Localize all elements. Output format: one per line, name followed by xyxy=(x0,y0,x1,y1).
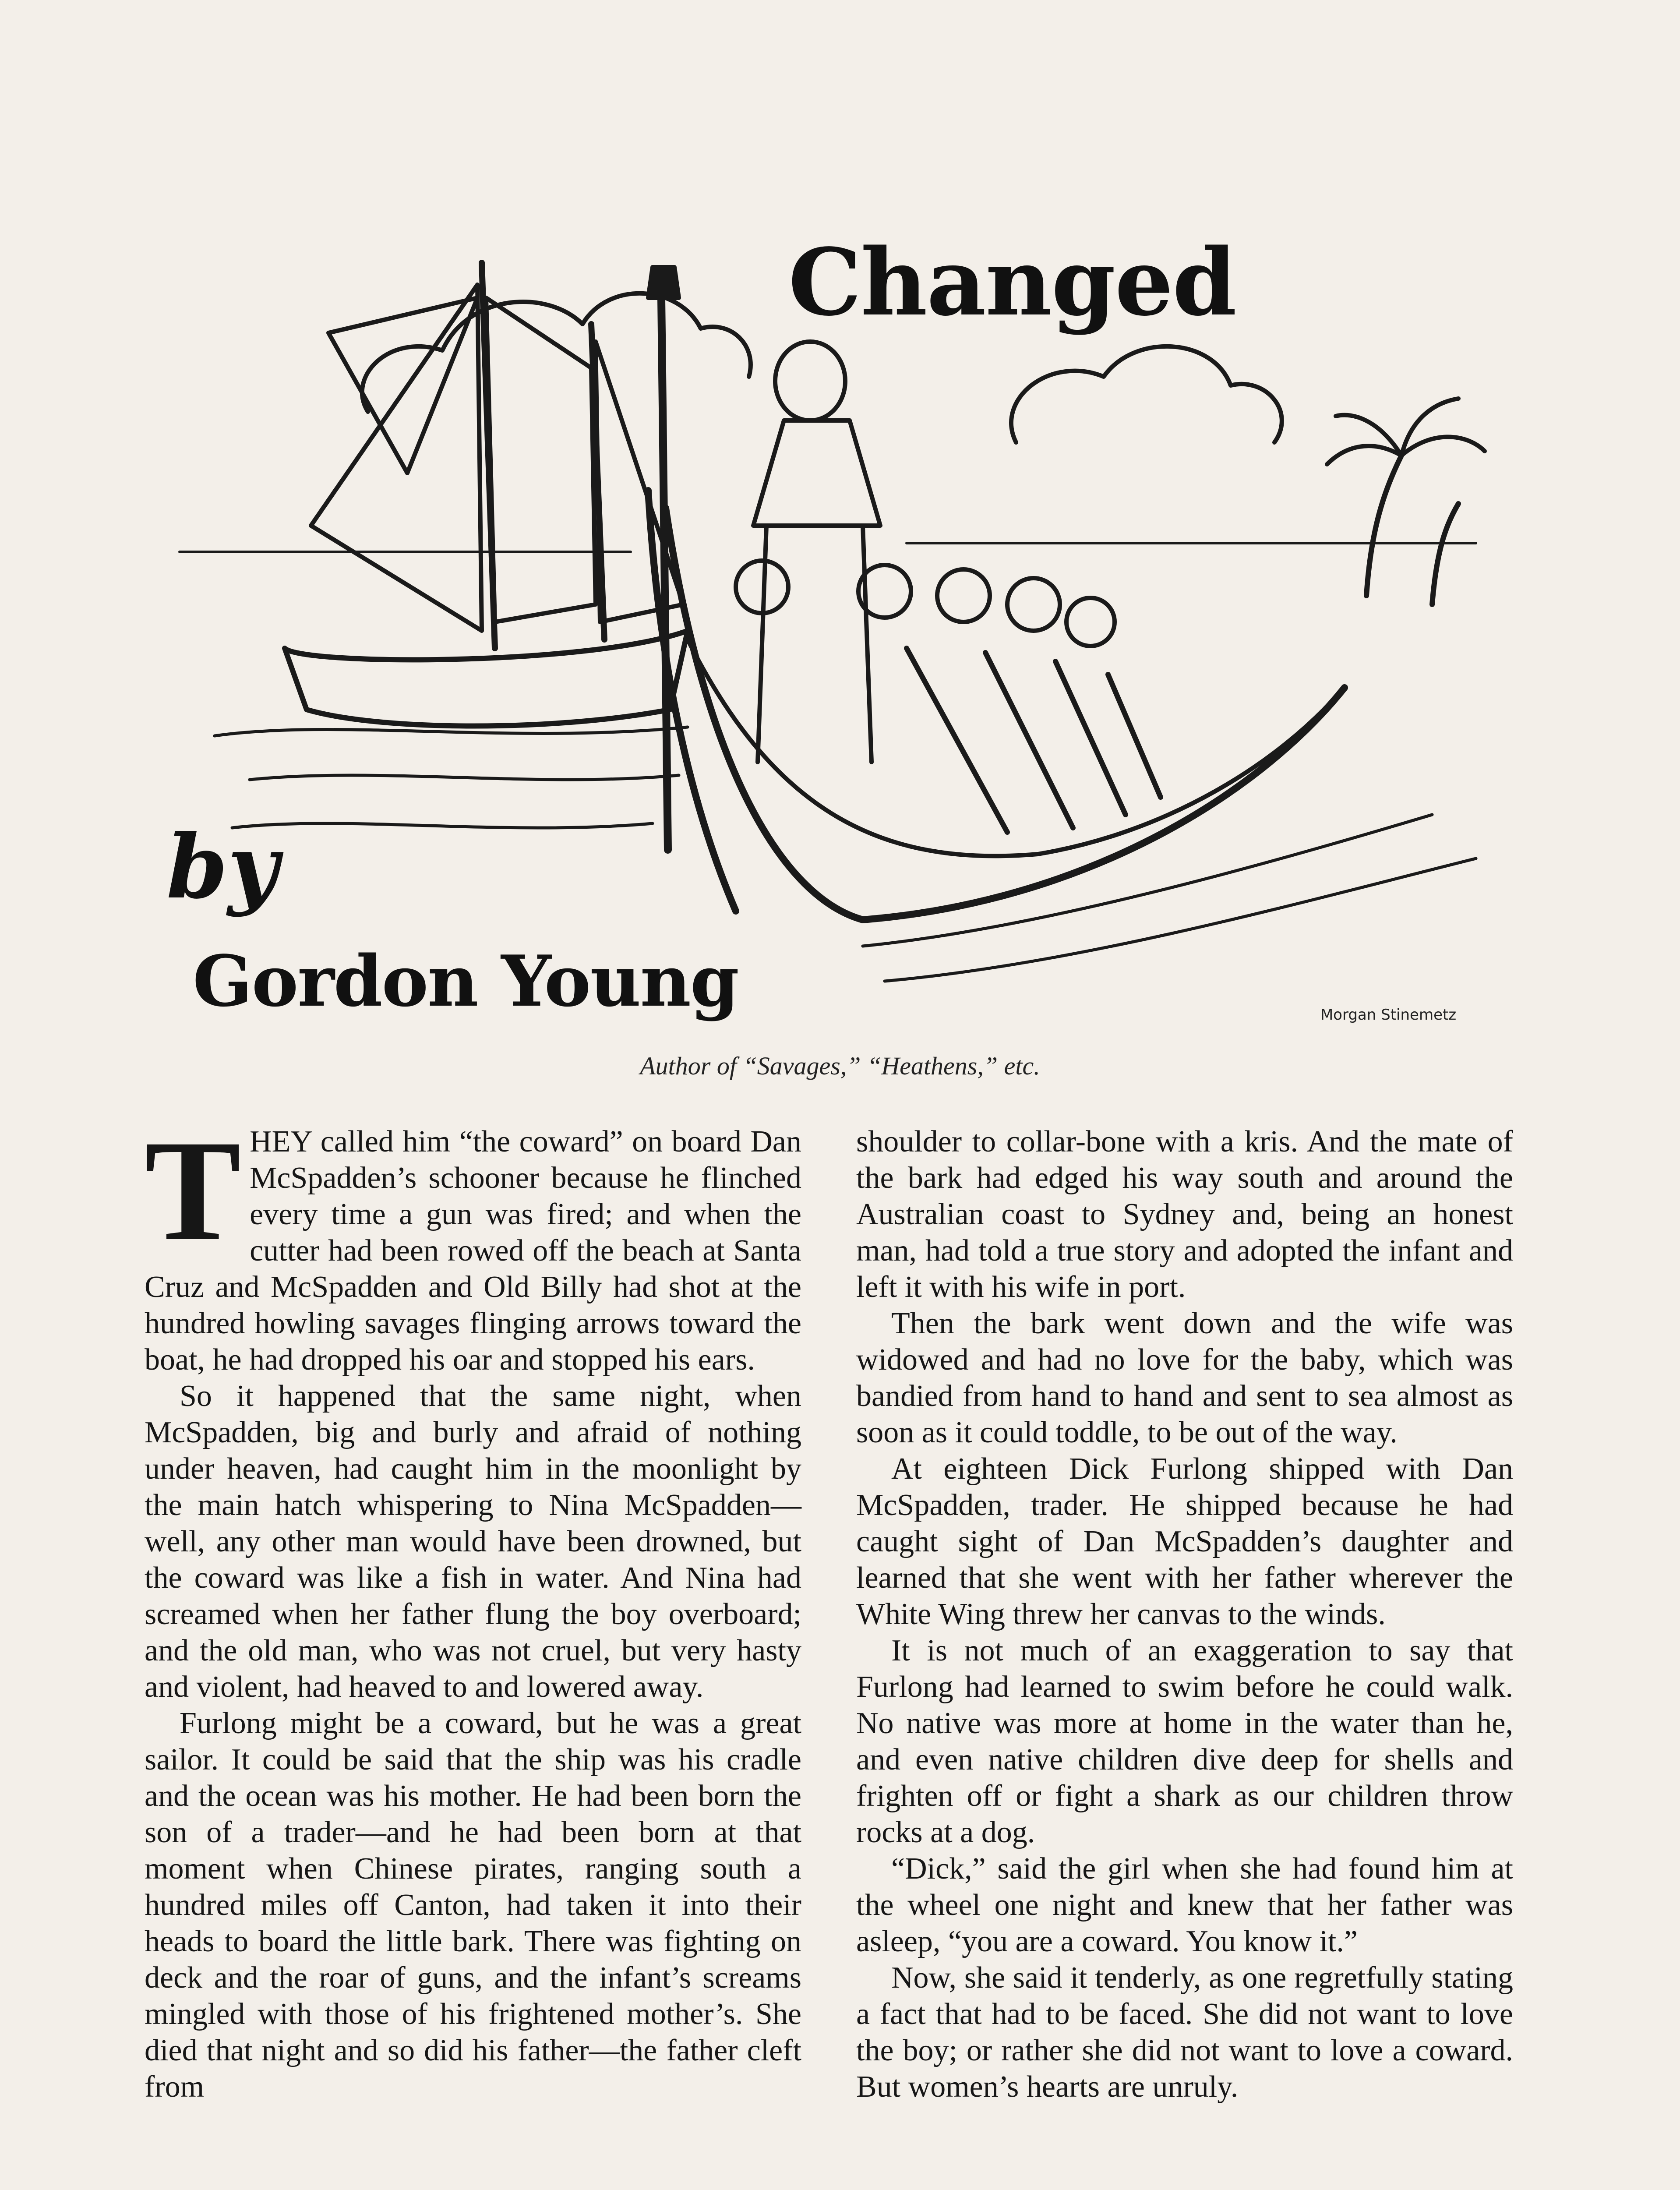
byline-prefix: by xyxy=(166,816,279,918)
article-paragraph: At eighteen Dick Furlong shipped with Dan McSpadden, trader. He shipped because he had caught sight of Dan McSpadden’s daughter and learned that she went with her father wherever the White Wing threw her canvas to the winds. xyxy=(856,1452,1513,1631)
article-column-left xyxy=(145,1111,801,2105)
article-paragraph: “Dick,” said the girl when she had found him at the wheel one night and knew that her father was asleep, “you are a coward. You know it.” xyxy=(856,1852,1513,1958)
article-paragraph xyxy=(145,1111,801,1378)
author-name: Gordon Young xyxy=(193,940,738,1022)
artist-signature: Morgan Stinemetz xyxy=(1320,1006,1457,1024)
drop-cap: T xyxy=(145,1111,241,1271)
article-paragraph: Furlong might be a coward, but he was a great sailor. It could be said that the ship was his cradle and the ocean was his mother. He had been born the son of a trader—and he had been born at that moment when Chinese pirates, ranging south a hundred miles off Canton, had taken it into their heads to board the little bark. There was fighting on deck and the roar of guns, and the infant’s screams mingled with those of his frightened mother’s. She died that night and so did his father—the father cleft from xyxy=(145,1706,801,2104)
article-paragraph: shoulder to collar-bone with a kris. And the mate of the bark had edged his way south and around the Australian coast to Sydney and, being an honest man, had told a true story and adopted the infant and left it with his wife in port. xyxy=(856,1125,1513,1304)
paragraph-text: HEY called him “the coward” on board Dan McSpadden’s schooner because he flinched every time a gun was fired; and when the cutter had been rowed off the beach at Santa Cruz and McSpadden and Old Billy had shot at the hundred howling savages flinging arrows toward the boat, he had dropped his oar and stopped his ears. xyxy=(145,1125,801,1377)
article-paragraph: So it happened that the same night, when McSpadden, big and burly and afraid of nothing under heaven, had caught him in the moonlight by the main hatch whispering to Nina McSpadden—well, any other man would have been drowned, but the coward was like a fish in water. And Nina had screamed when her father flung the boy overboard; and the old man, who was not cruel, but very hasty and violent, had heaved to and lowered away. xyxy=(145,1379,801,1704)
canoe-and-schooner-drawing xyxy=(162,245,1511,1025)
author-credits: Author of “Savages,” “Heathens,” etc. xyxy=(640,1052,1040,1080)
story-title: Changed xyxy=(788,228,1236,336)
article-column-right xyxy=(856,1123,1513,2105)
article-paragraph: It is not much of an exaggeration to say that Furlong had learned to swim before he could walk. No native was more at home in the water than he, and even native children dive deep for shells and frighten off or fight a shark as our children throw rocks at a dog. xyxy=(856,1634,1513,1849)
article-paragraph: Then the bark went down and the wife was widowed and had no love for the baby, which was bandied from hand to hand and sent to sea almost as soon as it could toddle, to be out of the way. xyxy=(856,1307,1513,1449)
article-paragraph: Now, she said it tenderly, as one regretfully stating a fact that had to be faced. She did not want to love the boy; or rather she did not want to love a coward. But women’s hearts are unruly. xyxy=(856,1961,1513,2104)
header-illustration xyxy=(162,245,1511,1025)
